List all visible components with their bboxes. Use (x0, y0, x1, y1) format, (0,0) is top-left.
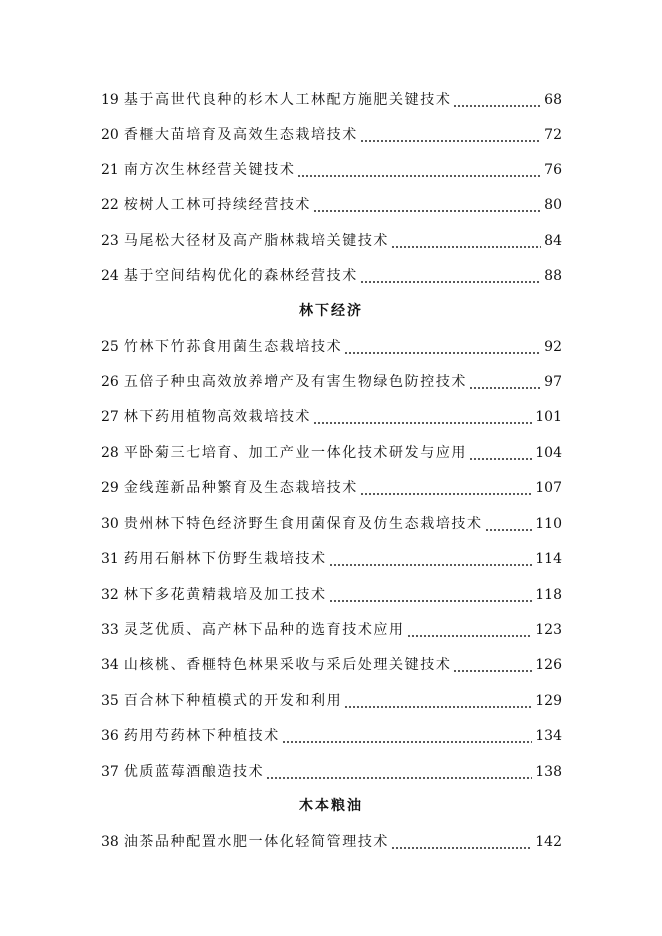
entry-number: 23 (101, 233, 119, 249)
toc-entry (101, 87, 562, 109)
toc-entry (101, 263, 562, 285)
entry-title: 金线莲新品种繁育及生态栽培技术 (123, 480, 358, 496)
dot-leader (360, 479, 532, 497)
entry-page-number: 110 (535, 516, 562, 532)
dot-leader (469, 444, 532, 462)
toc-entry (101, 546, 562, 568)
dot-leader (344, 692, 532, 710)
entry-title: 百合林下种植模式的开发和利用 (123, 693, 343, 709)
entry-title: 五倍子种虫高效放养增产及有害生物绿色防控技术 (123, 374, 468, 390)
entry-title: 药用芍药林下种植技术 (123, 728, 280, 744)
entry-title: 山核桃、香榧特色林果采收与采后处理关键技术 (123, 657, 452, 673)
dot-leader (453, 656, 532, 674)
dot-leader (453, 91, 541, 109)
toc-entry (101, 617, 562, 639)
entry-page-number: 97 (544, 374, 562, 390)
toc-entry (101, 723, 562, 745)
entry-page-number: 142 (535, 834, 562, 850)
dot-leader (266, 763, 532, 781)
entry-number: 21 (101, 162, 119, 178)
entry-title: 油茶品种配置水肥一体化轻简管理技术 (123, 834, 390, 850)
toc-entry (101, 334, 562, 356)
toc-entry (101, 157, 562, 179)
dot-leader (407, 621, 533, 639)
entry-page-number: 126 (535, 657, 562, 673)
entry-title: 优质蓝莓酒酿造技术 (123, 764, 265, 780)
entry-title: 灵芝优质、高产林下品种的选育技术应用 (123, 622, 405, 638)
dot-leader (360, 267, 541, 285)
dot-leader (313, 408, 532, 426)
entry-number: 29 (101, 480, 119, 496)
entry-number: 36 (101, 728, 119, 744)
entry-title: 桉树人工林可持续经营技术 (123, 197, 312, 213)
toc-entry (101, 192, 562, 214)
entry-title: 林下多花黄精栽培及加工技术 (123, 587, 327, 603)
dot-leader (297, 161, 541, 179)
dot-leader (329, 550, 533, 568)
dot-leader (329, 586, 533, 604)
entry-title: 平卧菊三七培育、加工产业一体化技术研发与应用 (123, 445, 468, 461)
entry-number: 28 (101, 445, 119, 461)
toc-entry (101, 228, 562, 250)
entry-title: 林下药用植物高效栽培技术 (123, 409, 312, 425)
entry-page-number: 129 (535, 693, 562, 709)
toc-entry (101, 475, 562, 497)
toc-entry (101, 122, 562, 144)
dot-leader (391, 232, 541, 250)
entry-number: 35 (101, 693, 119, 709)
entry-page-number: 92 (544, 339, 562, 355)
entry-number: 27 (101, 409, 119, 425)
entry-page-number: 138 (535, 764, 562, 780)
entry-page-number: 118 (535, 587, 562, 603)
entry-number: 38 (101, 834, 119, 850)
dot-leader (360, 126, 541, 144)
entry-number: 34 (101, 657, 119, 673)
entry-title: 贵州林下特色经济野生食用菌保育及仿生态栽培技术 (123, 516, 483, 532)
entry-page-number: 104 (535, 445, 562, 461)
toc-entry (101, 688, 562, 710)
section-heading-forest-economy: 林下经济 (299, 303, 363, 319)
entry-title: 基于空间结构优化的森林经营技术 (123, 268, 358, 284)
entry-page-number: 76 (544, 162, 562, 178)
entry-page-number: 114 (535, 551, 562, 567)
toc-entry (101, 440, 562, 462)
toc-entry (101, 652, 562, 674)
entry-title: 基于高世代良种的杉木人工林配方施肥关键技术 (123, 92, 452, 108)
dot-leader (469, 373, 541, 391)
dot-leader (344, 338, 541, 356)
entry-page-number: 101 (535, 409, 562, 425)
dot-leader (485, 515, 533, 533)
entry-title: 香榧大苗培育及高效生态栽培技术 (123, 127, 358, 143)
entry-number: 25 (101, 339, 119, 355)
toc-entry (101, 829, 562, 851)
entry-page-number: 88 (544, 268, 562, 284)
entry-number: 20 (101, 127, 119, 143)
entry-number: 26 (101, 374, 119, 390)
entry-number: 24 (101, 268, 119, 284)
entry-page-number: 80 (544, 197, 562, 213)
entry-title: 竹林下竹荪食用菌生态栽培技术 (123, 339, 343, 355)
entry-page-number: 72 (544, 127, 562, 143)
dot-leader (282, 727, 532, 745)
toc-entry (101, 582, 562, 604)
dot-leader (313, 196, 541, 214)
entry-title: 药用石斛林下仿野生栽培技术 (123, 551, 327, 567)
entry-title: 马尾松大径材及高产脂林栽培关键技术 (123, 233, 390, 249)
entry-page-number: 68 (544, 92, 562, 108)
entry-page-number: 134 (535, 728, 562, 744)
entry-number: 30 (101, 516, 119, 532)
section-heading-woody-grain-oil: 木本粮油 (299, 798, 363, 814)
toc-entry (101, 759, 562, 781)
entry-page-number: 123 (535, 622, 562, 638)
entry-number: 33 (101, 622, 119, 638)
toc-entry (101, 404, 562, 426)
entry-number: 37 (101, 764, 119, 780)
entry-number: 19 (101, 92, 119, 108)
entry-number: 22 (101, 197, 119, 213)
toc-entry (101, 369, 562, 391)
entry-number: 31 (101, 551, 119, 567)
entry-title: 南方次生林经营关键技术 (123, 162, 296, 178)
entry-page-number: 84 (544, 233, 562, 249)
entry-page-number: 107 (535, 480, 562, 496)
entry-number: 32 (101, 587, 119, 603)
toc-entry (101, 511, 562, 533)
dot-leader (391, 833, 532, 851)
